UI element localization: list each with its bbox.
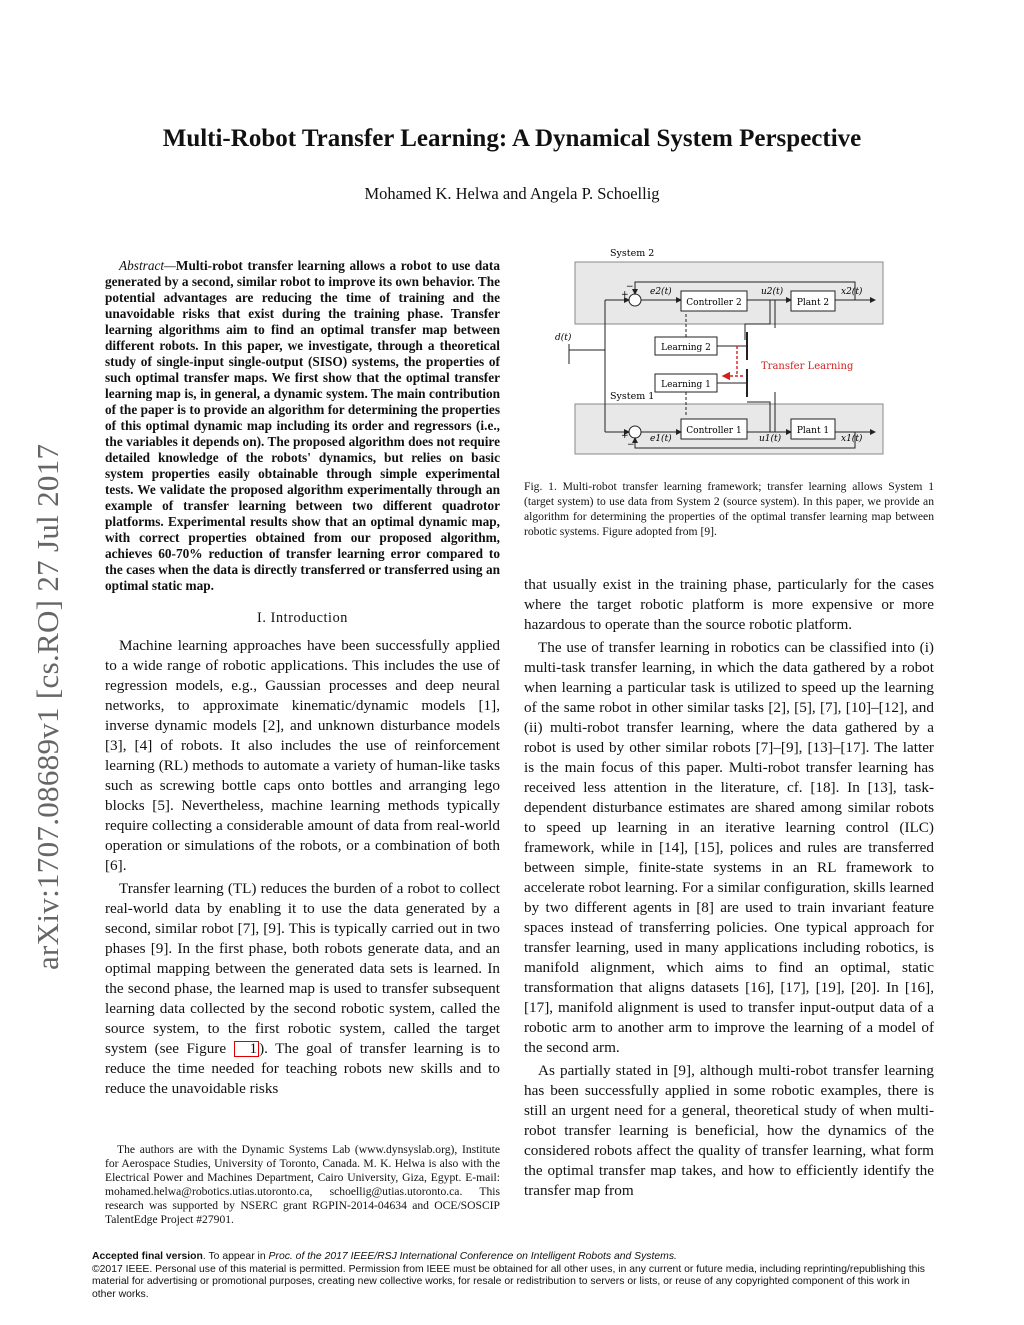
figure-block-diagram (545, 242, 885, 457)
e1-label: e1(t) (650, 434, 672, 444)
u1-label: u1(t) (759, 434, 782, 444)
minus-sign-2: − (626, 282, 634, 292)
learning-1-label: Learning 1 (661, 380, 711, 390)
author-footnote: The authors are with the Dynamic Systems Lab (www.dynsyslab.org), Institute for Aerospace Studies, University of Toronto, Canada. M. K. Helwa is also with the Electrical Power and Machines Department, Cairo University, Giza, Egypt. E-mail: mohamed.helwa@robotics.utias.utoronto.ca, schoellig@utias.utoronto.ca. This research was supported by NSERC grant RGPIN-2014-04634 and OCE/SOSCIP TalentEdge Project #27901. (105, 1143, 500, 1226)
intro-paragraph-2-end: ). The goal of transfer learning is to reduce the time needed for teaching robots new skills and to reduce the unavoidable risks (105, 1040, 500, 1097)
disturbance-label: d(t) (555, 333, 572, 343)
plant-2-label: Plant 2 (796, 298, 830, 308)
paper-authors: Mohamed K. Helwa and Angela P. Schoellig (364, 184, 660, 203)
intro-paragraph-2 (105, 879, 500, 1099)
controller-1-label: Controller 1 (686, 426, 742, 436)
summing-junction-2 (629, 294, 641, 306)
arxiv-identifier: arXiv:1707.08689v1 [cs.RO] 27 Jul 2017 (30, 443, 65, 970)
transfer-learning-label: Transfer Learning (761, 361, 854, 372)
system-2-label: System 2 (610, 248, 655, 259)
plus-sign-2: + (621, 290, 629, 300)
right-column (524, 575, 934, 1204)
paper-title: Multi-Robot Transfer Learning: A Dynamical System Perspective (162, 125, 862, 152)
page-footer (92, 1251, 932, 1301)
abstract (105, 258, 500, 594)
controller-2-label: Controller 2 (686, 298, 742, 308)
plant-1-label: Plant 1 (796, 426, 830, 436)
right-paragraph-3: As partially stated in [9], although multi-robot transfer learning has been successfully applied in some robotic examples, there is still an urgent need for a general, theoretical study of when multi-robot transfer learning is beneficial, how the dynamics of the considered robots affect the quality of transfer learning, what form the optimal transfer map takes, and how to efficiently identify the transfer map from (524, 1062, 934, 1199)
figure-reference-link[interactable]: 1 (234, 1041, 260, 1057)
footer-acceptance-line (92, 1251, 932, 1264)
left-column (105, 258, 500, 1102)
figure-caption: Fig. 1. Multi-robot transfer learning framework; transfer learning allows System 1 (target system) to use data from System 2 (source system). In this paper, we provide an algorithm for determining the properties of the optimal transfer learning map between robotic systems. Figure adopted from [9]. (524, 480, 934, 538)
summing-junction-1 (629, 426, 641, 438)
e2-label: e2(t) (650, 287, 672, 297)
u2-label: u2(t) (761, 287, 784, 297)
minus-sign-1: − (627, 440, 635, 450)
section-heading-introduction: I. Introduction (257, 610, 348, 626)
abstract-text: Multi-robot transfer learning allows a robot to use data generated by a second, similar robot to improve its own behavior. The potential advantages are reducing the time of training and the unavoidable risks that exist during the training phase. Transfer learning algorithms aim to find an optimal transfer map between different robots. In this paper, we investigate, through a theoretical study of single-input single-output (SISO) systems, the properties of such optimal transfer maps. We first show that the optimal transfer learning map is, in general, a dynamic system. The main contribution of the paper is to provide an algorithm for determining the properties of this optimal dynamic map including its order and regressors (i.e., the variables it depends on). The proposed algorithm does not require detailed knowledge of the robots' dynamics, but relies on basic system properties easily obtainable through simple experimental tests. We validate the proposed algorithm experimentally through an example of transfer learning between two different quadrotor platforms. Experimental results show that an optimal dynamic map, with correct properties obtained from our proposed algorithm, achieves 60-70% reduction of transfer learning error compared to the cases when the data is directly transferred or transferred using an optimal static map. (105, 258, 500, 593)
abstract-lead: Abstract— (119, 258, 176, 273)
footer-copyright: ©2017 IEEE. Personal use of this material is permitted. Permission from IEEE must be obtained for all other uses, in any current or future media, including reprinting/republishing this material for advertising or promotional purposes, creating new collective works, for resale or redistribution to servers or lists, or reuse of any copyrighted component of this work in other works. (92, 1263, 925, 1300)
learning-2-label: Learning 2 (661, 343, 711, 353)
intro-paragraph-2-start: Transfer learning (TL) reduces the burden of a robot to collect real-world data by enabling it to use the data generated by a second, similar robot [7], [9]. This is typically carried out in two phases [9]. In the first phase, both robots generate data, and an optimal mapping between the generated data sets is learned. In the second phase, the learned map is used to transfer subsequent learning data collected by the second robotic system, called the source system, to the first robotic system, called the target system (see Figure (105, 880, 500, 1057)
plus-sign-1: + (621, 431, 629, 441)
intro-paragraph-1: Machine learning approaches have been successfully applied to a wide range of robotic applications. This includes the use of regression models, e.g., Gaussian processes and deep neural networks, to approximate kinematic/dynamic models [1], inverse dynamic models [2], and unknown disturbance models [3], [4] of robots. It also includes the use of reinforcement learning (RL) methods to automate a variety of human-like tasks such as screwing bottle caps onto bottles and arranging lego blocks [5]. Nevertheless, machine learning methods typically require collecting a considerable amount of data from real-world operation or simulations of the robots, or a combination of both [6]. (105, 637, 500, 874)
accepted-label: Accepted final version (92, 1251, 203, 1262)
right-paragraph-1: that usually exist in the training phase, particularly for the cases where the target robotic platform is more expensive or more hazardous to operate than the source robotic platform. (524, 576, 934, 633)
x2-label: x2(t) (841, 287, 863, 297)
venue-name: Proc. of the 2017 IEEE/RSJ International Conference on Intelligent Robots and Systems. (268, 1251, 677, 1262)
right-paragraph-2: The use of transfer learning in robotics can be classified into (i) multi-task transfer learning, in which the data gathered by a robot when learning a particular task is utilized to speed up the learning of the same robot in other similar tasks [2], [5], [7], [10]–[12], and (ii) multi-robot transfer learning, where the data gathered by a robot is used by other similar robots [7]–[9], [13]–[17]. The latter is the main focus of this paper. Multi-robot transfer learning has received less attention in the literature, cf. [18]. In [13], task-dependent disturbance estimates are shared among similar robots to speed up learning in an iterative learning control (ILC) framework, while in [14], [15], polices and rules are transferred between simple, finite-state systems in an RL framework to accelerate robot learning. For a similar configuration, skills learned by two different agents in [8] are used to train invariant feature spaces instead of transferring policies. One typical approach for transfer learning, used in many applications including robotics, is manifold alignment, which aims to find an optimal, static transformation that aligns datasets [16], [17], [19], [20]. In [16], [17], manifold alignment is used to transfer input-output data of a robotic arm to another arm to improve the learning of a model of the second arm. (524, 639, 934, 1056)
system-1-label: System 1 (610, 391, 655, 402)
x1-label: x1(t) (841, 434, 863, 444)
accepted-rest: . To appear in (202, 1251, 269, 1262)
